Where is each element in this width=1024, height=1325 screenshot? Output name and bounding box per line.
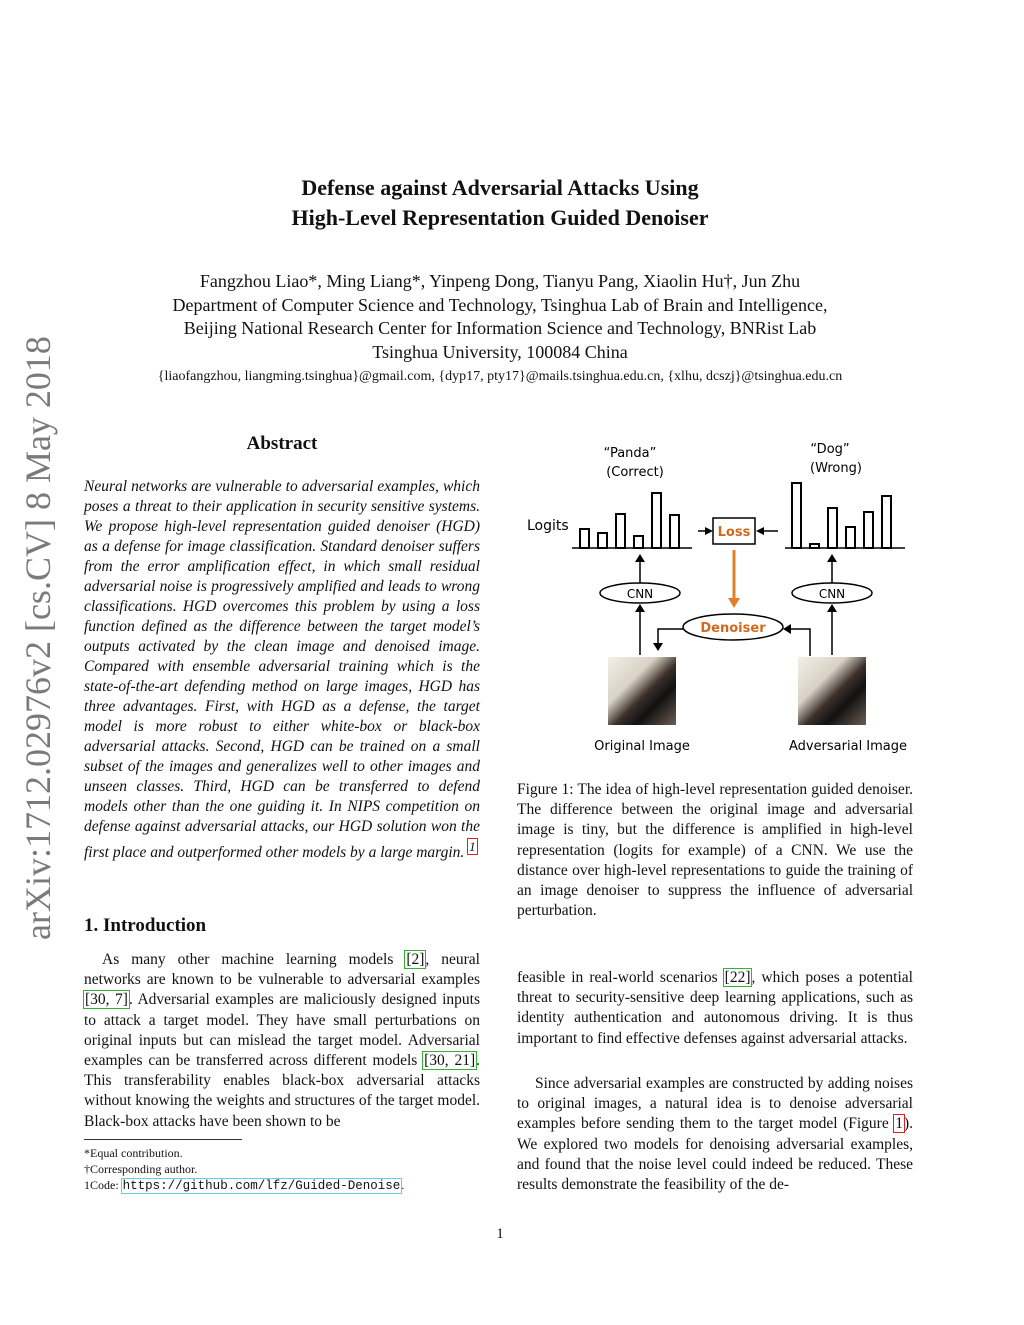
- label-denoiser: Denoiser: [700, 621, 766, 636]
- left-logit-bar-2: [598, 533, 607, 548]
- denoiser-to-left-path: [658, 629, 683, 645]
- right-logit-bar-6: [882, 496, 891, 548]
- label-original-image: Original Image: [594, 739, 690, 754]
- intro-text-2: , neural networks are known to be vulnerable to adversarial examples: [84, 951, 480, 989]
- footnote-equal-contribution: *Equal contribution.: [84, 1146, 183, 1160]
- right-logit-bar-2: [810, 544, 819, 548]
- footnote-code-suffix: .: [401, 1178, 405, 1192]
- footnotes: [84, 1145, 484, 1194]
- section-heading-introduction: 1. Introduction: [84, 915, 207, 936]
- intro-paragraph-left: [84, 950, 480, 1132]
- arrowhead-right-to-loss: [756, 527, 764, 535]
- intro-text-4: . This transferability enables black-box adversarial attacks without knowing the weights and structures of the target model. Black-box attacks have been shown to be: [84, 1052, 480, 1130]
- paper-title: [0, 173, 1000, 233]
- label-adversarial-image: Adversarial Image: [788, 739, 908, 754]
- intro-right-text-3: Since adversarial examples are constructed by adding noises to original images, a natural idea is to denoise adversarial examples before sending them to the target model (Figure: [517, 1075, 913, 1133]
- right-logit-bar-3: [828, 508, 837, 548]
- figure-1-reference[interactable]: 1: [895, 1115, 903, 1133]
- footnote-divider: [84, 1139, 242, 1140]
- abstract-footnote-link[interactable]: 1: [469, 839, 476, 854]
- author-emails: {liaofangzhou, liangming.tsinghua}@gmail.com, {dyp17, pty17}@mails.tsinghua.edu.cn, {xlhu, dcszj}@tsinghua.edu.cn: [157, 369, 843, 384]
- intro-paragraph-right-1: [517, 968, 913, 1049]
- affiliation-3: Tsinghua University, 100084 China: [372, 341, 628, 362]
- right-image-to-cnn-arrowhead: [827, 604, 837, 612]
- label-logits: Logits: [527, 518, 569, 534]
- affiliation-2: Beijing National Research Center for Information Science and Technology, BNRist Lab: [183, 318, 817, 338]
- affiliation-1: Department of Computer Science and Technology, Tsinghua Lab of Brain and Intelligence,: [172, 294, 828, 315]
- figure-1-caption: Figure 1: The idea of high-level representation guided denoiser. The difference between the original image and adversarial image is tiny, but the difference is amplified in high-level representation (logits for example) of a CNN. We use the distance over high-level representations to guide the training of an image denoiser to suppress the influence of adversarial perturbation.: [517, 781, 913, 920]
- right-logit-bar-5: [864, 512, 873, 548]
- label-correct: (Correct): [606, 465, 664, 480]
- figure-1-diagram: [520, 430, 930, 770]
- title-line-2: High-Level Representation Guided Denoiser: [291, 205, 709, 230]
- intro-paragraph-right-2: [517, 1074, 913, 1195]
- abstract-heading: Abstract: [246, 433, 318, 454]
- left-logit-bar-4: [634, 536, 643, 548]
- right-to-denoiser-path: [788, 629, 810, 656]
- left-image-to-cnn-arrowhead: [635, 604, 645, 612]
- label-cnn-left: CNN: [626, 587, 654, 601]
- label-dog: “Dog”: [810, 442, 850, 457]
- citation-2[interactable]: [2]: [406, 951, 425, 968]
- intro-text-3: . Adversarial examples are maliciously designed inputs to attack a target model. They have small perturbations on original inputs but can mislead the target model. Adversarial examples can be transferred across different models: [84, 991, 481, 1070]
- citation-30-21[interactable]: [30, 21]: [424, 1052, 476, 1070]
- right-logit-bar-1: [792, 483, 801, 548]
- abstract-text: Neural networks are vulnerable to adversarial examples, which poses a threat to their application in security sensitive systems. We propose high-level representation guided denoiser (HGD) as a defense for image classification. Standard denoiser suffers from the error amplification effect, in which small residual adversarial noise is progressively amplified and leads to wrong classifications. HGD overcomes this problem by using a loss function defined as the difference between the target model’s outputs activated by the clean image and denoised image. Compared with ensemble adversarial training which is the state-of-the-art defending method on large images, HGD has three advantages. First, with HGD as a defense, the target model is more robust to either white-box or black-box adversarial attacks. Second, HGD can be trained on a small subset of the images and generalizes well to other images and unseen classes. Third, HGD can be transferred to defend models other than the one guiding it. In NIPS competition on defense against adversarial attacks, our HGD solution won the first place and outperformed other models by a large margin.: [84, 478, 480, 862]
- arxiv-identifier: arXiv:1712.02976v2 [cs.CV] 8 May 2018: [18, 336, 58, 940]
- arrowhead-left-to-loss: [705, 527, 713, 535]
- denoiser-to-left-arrowhead: [653, 643, 663, 651]
- loss-to-denoiser-arrowhead: [728, 598, 740, 608]
- citation-30-7[interactable]: [30, 7]: [85, 991, 128, 1009]
- left-logit-bar-6: [670, 515, 679, 548]
- intro-right-text-2: , which poses a potential threat to security-sensitive deep learning applications, such as identity authentication and autonomous driving. It is thus important to find effective defenses against adversarial attacks.: [517, 969, 913, 1047]
- intro-right-text-4: ). We explored two models for denoising adversarial examples, and found that the noise level could indeed be reduced. These results demonstrate the feasibility of the de-: [517, 1115, 913, 1194]
- label-wrong: (Wrong): [810, 461, 862, 476]
- label-panda: “Panda”: [603, 446, 657, 461]
- right-to-denoiser-arrowhead: [783, 624, 791, 634]
- label-cnn-right: CNN: [818, 587, 846, 601]
- author-block: [0, 270, 1000, 364]
- footnote-corresponding-author: †Corresponding author.: [84, 1162, 198, 1176]
- cnn-left-up-arrowhead: [635, 554, 645, 562]
- right-logit-bar-4: [846, 527, 855, 548]
- left-logit-bar-1: [580, 529, 589, 548]
- footnote-code-prefix: 1Code:: [84, 1178, 122, 1192]
- code-url-link[interactable]: https://github.com/lfz/Guided-Denoise: [122, 1179, 401, 1193]
- left-logit-bar-3: [616, 514, 625, 548]
- abstract-body: [84, 477, 480, 863]
- intro-text-1: As many other machine learning models: [102, 951, 406, 968]
- adversarial-panda-image: [798, 657, 866, 725]
- page-number: 1: [496, 1226, 504, 1242]
- original-panda-image: [608, 657, 676, 725]
- left-logit-bar-5: [652, 493, 661, 548]
- footnote-code: [84, 1177, 484, 1194]
- cnn-right-up-arrowhead: [827, 554, 837, 562]
- citation-22[interactable]: [22]: [724, 969, 751, 986]
- title-line-1: Defense against Adversarial Attacks Using: [301, 175, 699, 200]
- label-loss: Loss: [717, 525, 751, 540]
- author-names: Fangzhou Liao*, Ming Liang*, Yinpeng Dong, Tianyu Pang, Xiaolin Hu†, Jun Zhu: [199, 271, 801, 291]
- intro-right-text-1: feasible in real-world scenarios: [517, 969, 724, 986]
